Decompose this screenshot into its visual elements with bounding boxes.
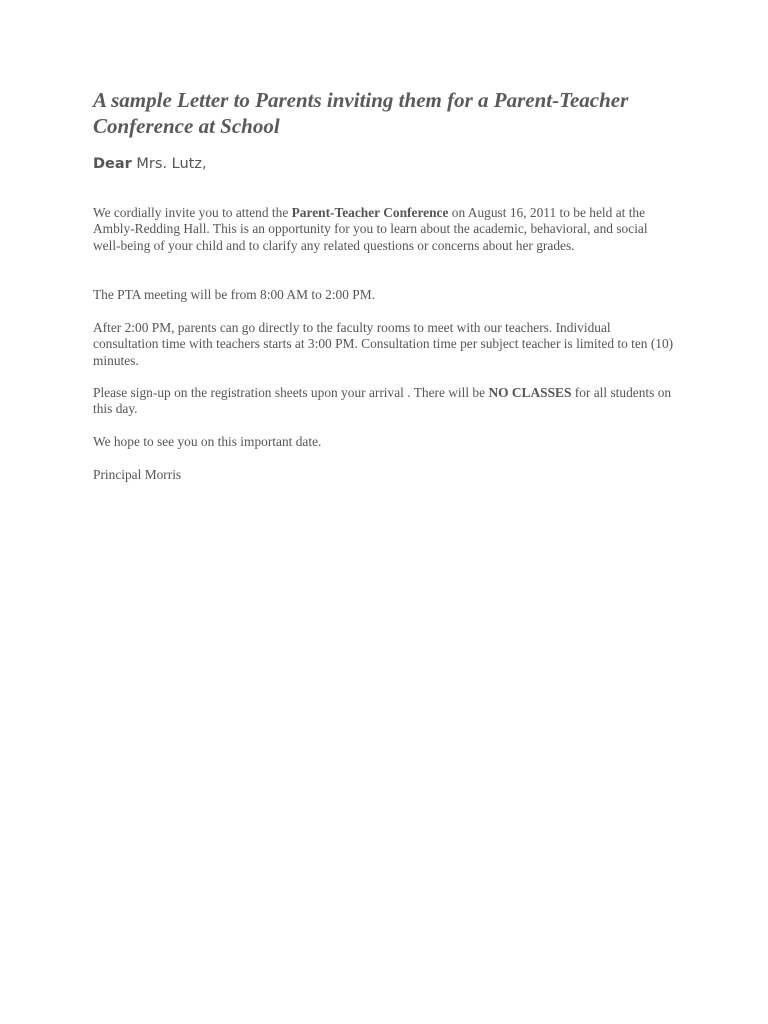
- paragraph-pta-meeting: The PTA meeting will be from 8:00 AM to 2:00 PM.: [93, 287, 375, 302]
- invitation-text-start: We cordially invite you to attend the: [93, 205, 292, 220]
- registration-text-start: Please sign-up on the registration sheets upon your arrival . There will be: [93, 385, 489, 400]
- invitation-text-end: on August 16, 2011 to be held at the Ambly-Redding Hall. This is an opportunity for you to learn about the academic, behavioral, and social well-being of your child and to clarify any related questions or concerns about her grades.: [93, 205, 648, 253]
- paragraph-invitation: [93, 205, 678, 254]
- paragraph-consultation: After 2:00 PM, parents can go directly to the faculty rooms to meet with our teachers. Individual consultation time with teachers starts at 3:00 PM. Consultation time per subject teacher is limited to ten (10) minutes.: [93, 320, 674, 368]
- registration-text-end: for all students on this day.: [93, 385, 672, 417]
- salutation-dear: Dear: [93, 156, 132, 172]
- salutation: [93, 154, 207, 174]
- document-title: A sample Letter to Parents inviting them for a Parent-Teacher Conference at School: [93, 88, 629, 138]
- paragraph-closing: We hope to see you on this important date.: [93, 434, 322, 449]
- salutation-name: Mrs. Lutz,: [131, 156, 207, 172]
- paragraph-registration: [93, 385, 678, 418]
- no-classes-notice: NO CLASSES: [488, 385, 572, 400]
- signature: Principal Morris: [93, 467, 182, 482]
- invitation-event-name: Parent-Teacher Conference: [291, 205, 449, 220]
